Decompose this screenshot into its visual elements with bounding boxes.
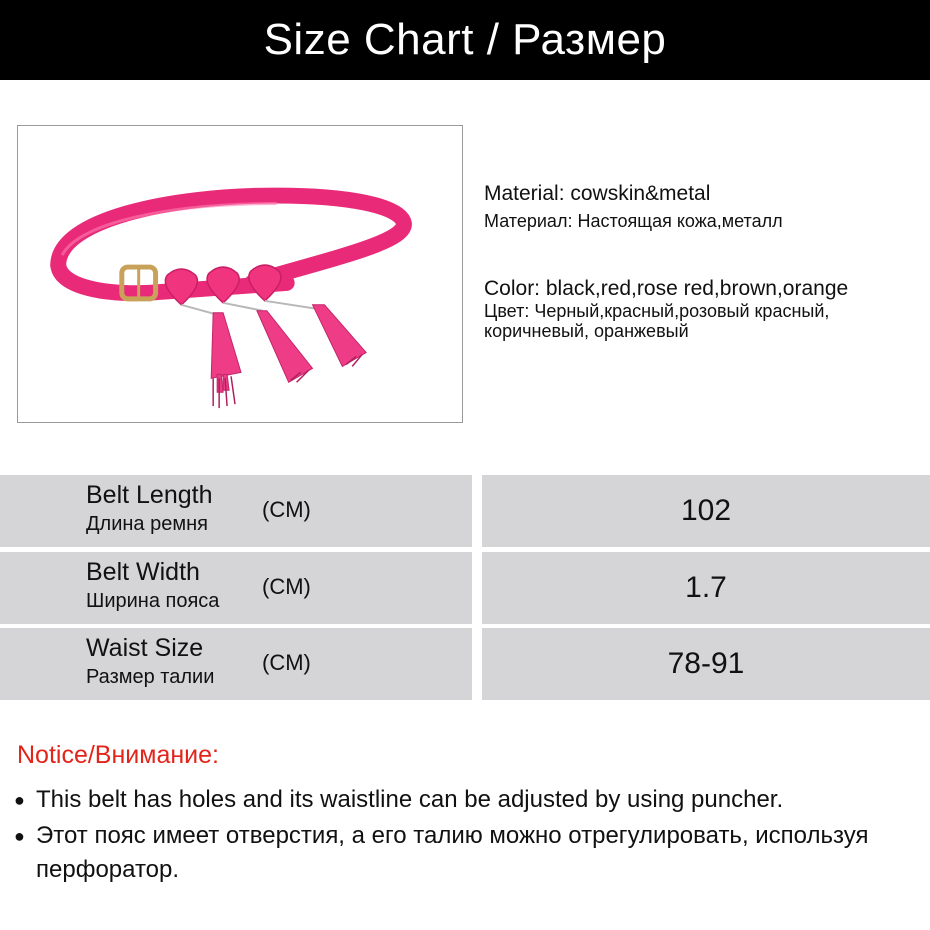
label-en: Belt Width xyxy=(86,558,200,586)
table-row-belt-width xyxy=(0,552,930,624)
material-ru: Материал: Настоящая кожа,металл xyxy=(484,211,783,231)
label-ru: Размер талии xyxy=(86,666,215,688)
notice-title: Notice/Внимание: xyxy=(17,741,219,769)
label-ru: Ширина пояса xyxy=(86,590,220,612)
color-en: Color: black,red,rose red,brown,orange xyxy=(484,277,849,300)
bullet-dot-icon: ● xyxy=(14,826,25,846)
table-row-waist-size xyxy=(0,628,930,700)
table-value-cell: 78-91 xyxy=(482,628,930,700)
table-label-cell xyxy=(0,628,472,700)
color-ru-line1: Цвет: Черный,красный,розовый красный, xyxy=(484,301,830,321)
page-title: Size Chart / Размер xyxy=(263,15,667,64)
table-value-cell: 102 xyxy=(482,475,930,547)
unit-label: (CM) xyxy=(262,650,311,675)
notice-bullet xyxy=(14,783,926,817)
unit-label: (CM) xyxy=(262,574,311,599)
table-value-cell: 1.7 xyxy=(482,552,930,624)
label-ru: Длина ремня xyxy=(86,513,208,535)
unit-label: (CM) xyxy=(262,497,311,522)
color-ru-line2: коричневый, оранжевый xyxy=(484,321,689,341)
table-label-cell xyxy=(0,475,472,547)
notice-text: This belt has holes and its waistline can be adjusted by using puncher. xyxy=(36,786,784,813)
material-en: Material: cowskin&metal xyxy=(484,182,711,205)
belt-image xyxy=(18,126,462,422)
label-en: Waist Size xyxy=(86,634,204,662)
table-label-cell xyxy=(0,552,472,624)
table-row-belt-length xyxy=(0,475,930,547)
label-en: Belt Length xyxy=(86,481,213,509)
notice-text: Этот пояс имеет отверстия, а его талию можно отрегулировать, используя перфоратор. xyxy=(36,822,869,883)
product-photo xyxy=(17,125,463,423)
bullet-dot-icon: ● xyxy=(14,790,25,810)
header-bar xyxy=(0,0,930,80)
notice-bullet xyxy=(14,819,926,887)
